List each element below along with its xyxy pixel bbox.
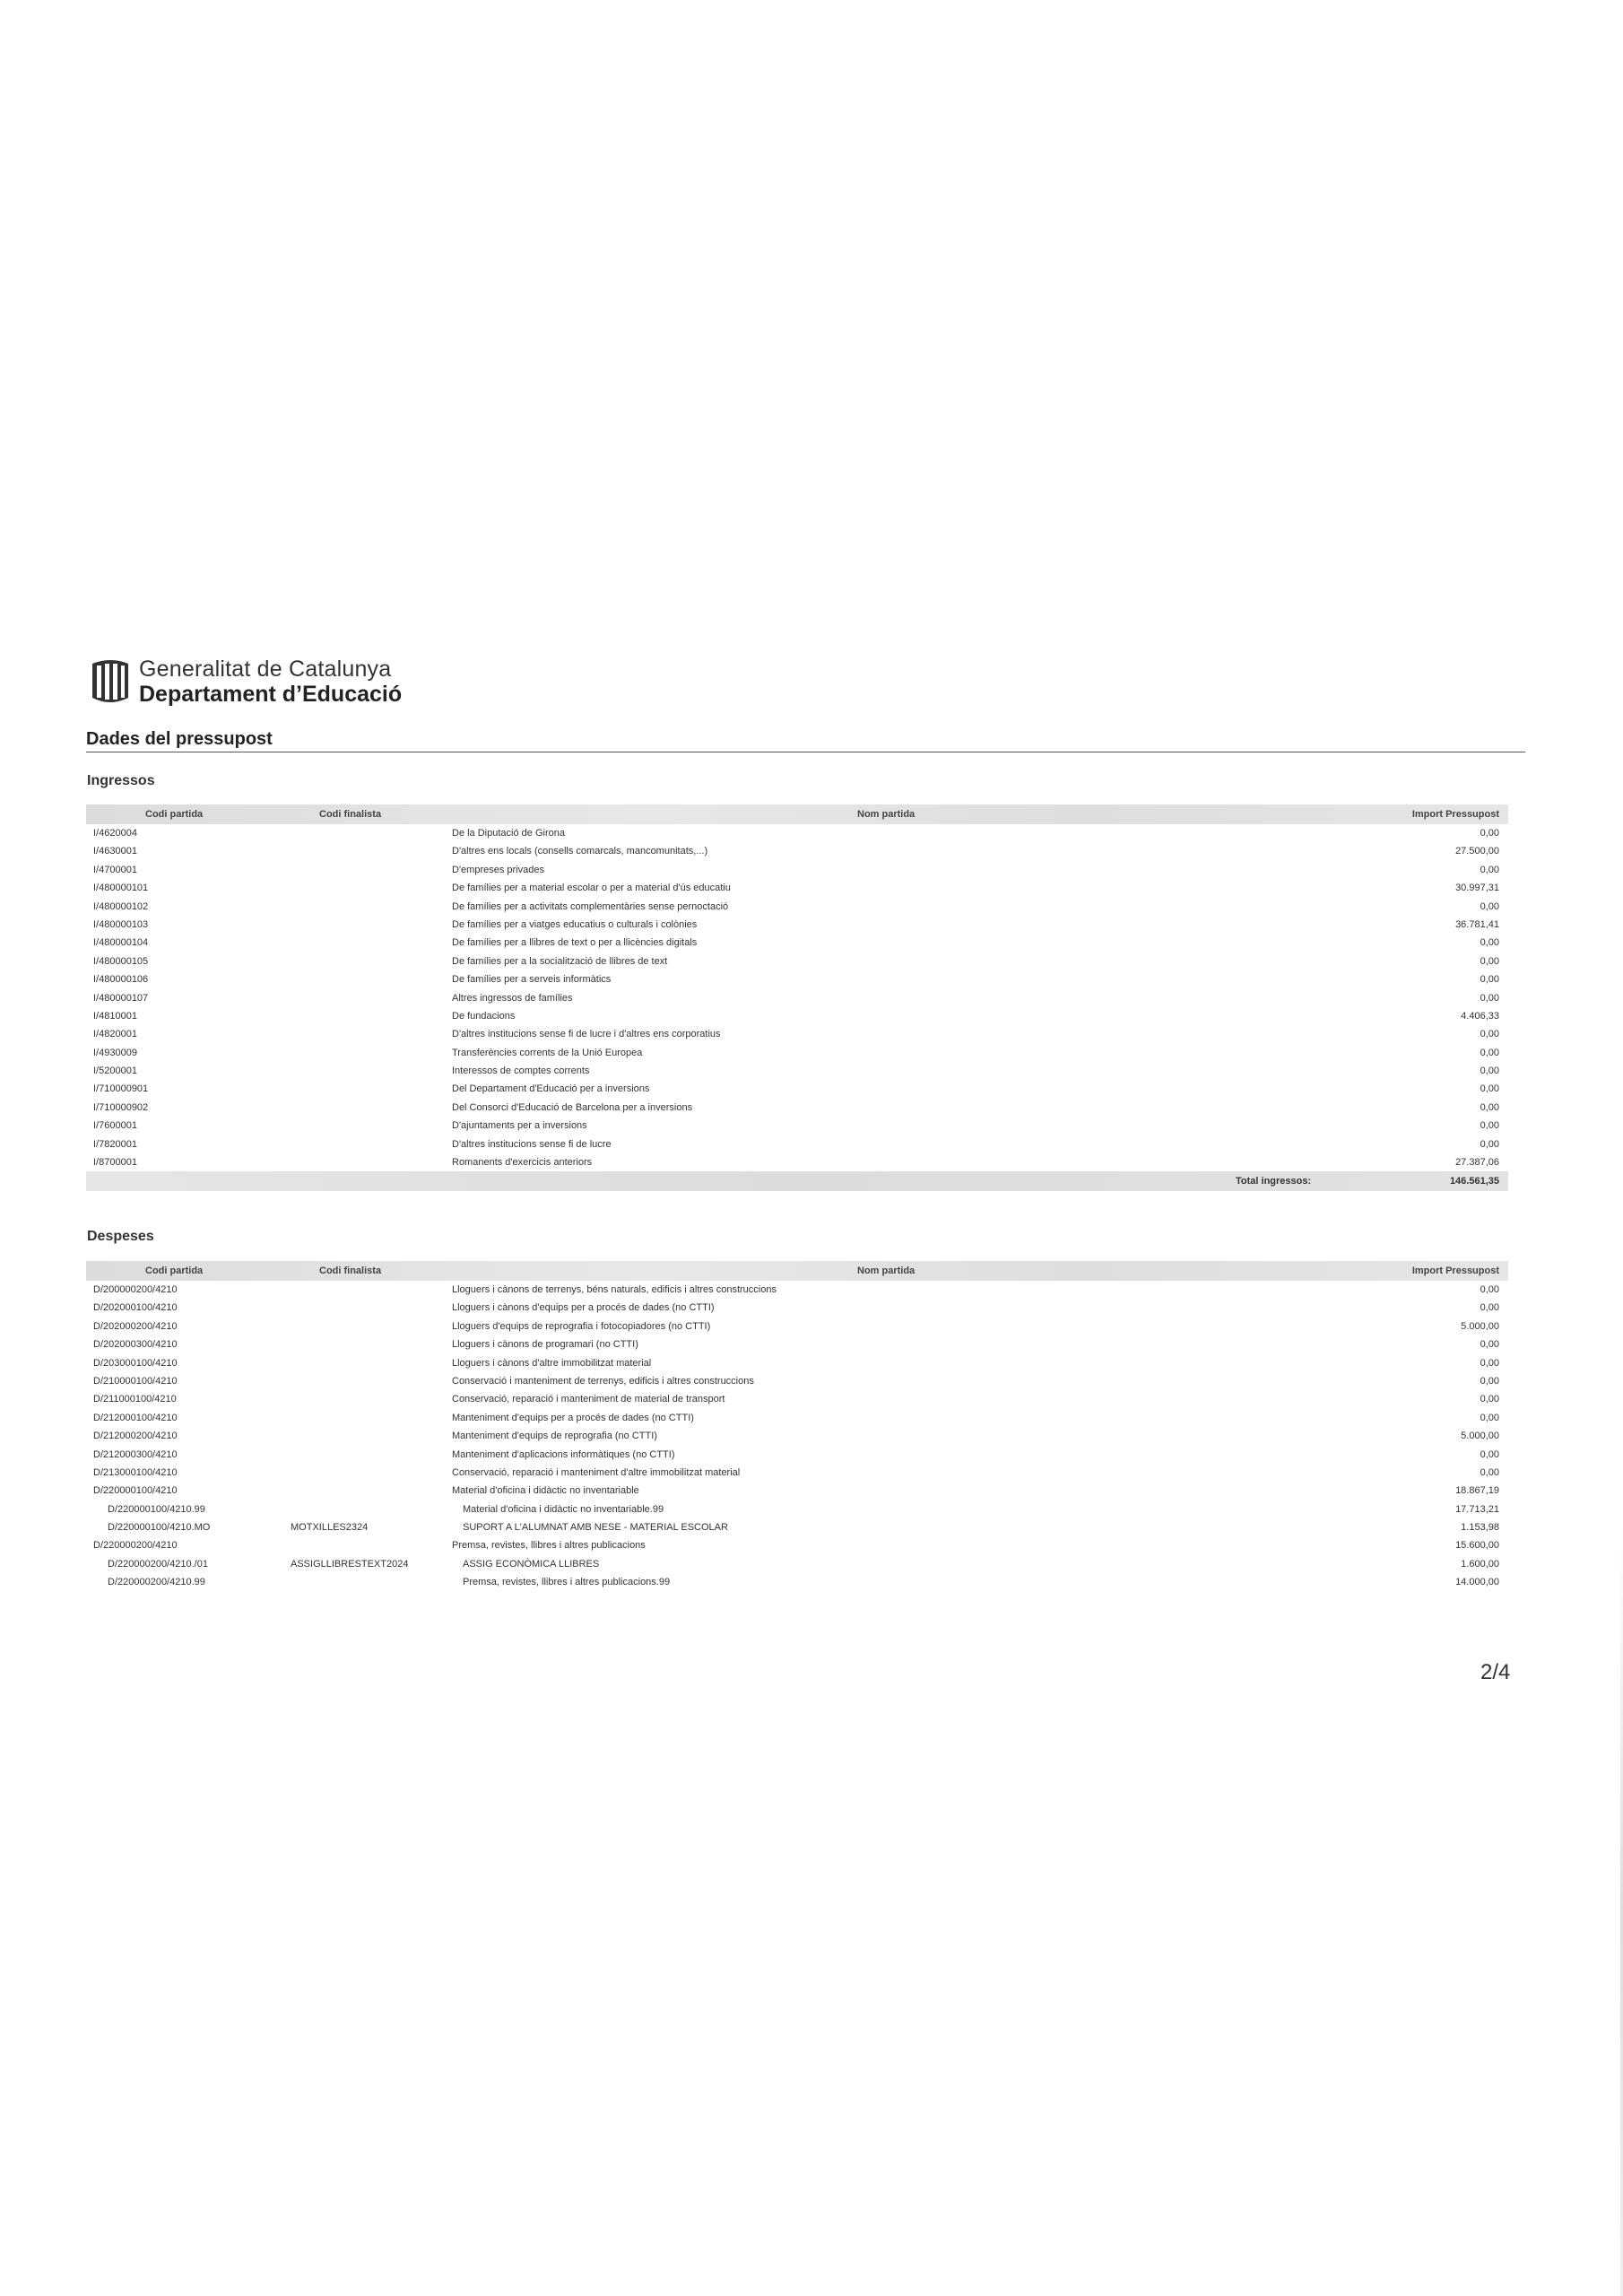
cell-codi-finalista: MOTXILLES2324	[291, 1522, 369, 1534]
total-row	[86, 1171, 1508, 1191]
table-row	[86, 934, 1508, 952]
cell-nom-partida: Del Consorci d'Educació de Barcelona per a inversions	[452, 1101, 693, 1113]
cell-import: 0,00	[1480, 1375, 1499, 1387]
table-row	[86, 1555, 1508, 1573]
cell-nom-partida: De famílies per a la socialització de llibres de text	[452, 955, 668, 967]
cell-codi-partida: I/480000105	[93, 955, 149, 967]
org-name: Generalitat de Catalunya	[139, 656, 392, 682]
page-title: Dades del pressupost	[86, 729, 273, 749]
table-row	[86, 1044, 1508, 1062]
cell-import: 27.500,00	[1455, 846, 1499, 857]
total-label: Total ingressos:	[1236, 1176, 1312, 1187]
cell-codi-partida: D/220000100/4210.MO	[108, 1522, 211, 1534]
column-header-import: Import Pressupost	[1411, 1265, 1499, 1276]
cell-nom-partida: Transferències corrents de la Unió Europea	[452, 1047, 643, 1058]
cell-codi-partida: D/212000100/4210	[93, 1412, 178, 1423]
cell-codi-partida: I/4620004	[93, 828, 137, 839]
cell-codi-partida: D/202000200/4210	[93, 1320, 178, 1332]
cell-codi-partida: I/4930009	[93, 1047, 137, 1058]
cell-import: 18.867,19	[1455, 1485, 1499, 1497]
cell-import: 0,00	[1480, 937, 1499, 949]
cell-import: 0,00	[1480, 1047, 1499, 1058]
cell-nom-partida: De famílies per a serveis informàtics	[452, 974, 612, 986]
cell-import: 0,00	[1480, 1448, 1499, 1460]
despeses-heading: Despeses	[87, 1229, 154, 1244]
cell-import: 5.000,00	[1461, 1431, 1499, 1442]
cell-import: 4.406,33	[1461, 1010, 1499, 1022]
table-row	[86, 1536, 1508, 1554]
cell-codi-partida: D/200000200/4210	[93, 1284, 178, 1295]
cell-nom-partida: D'altres institucions sense fi de lucre	[452, 1138, 612, 1150]
cell-codi-partida: I/480000103	[93, 918, 149, 930]
table-row	[86, 1135, 1508, 1153]
table-row	[86, 916, 1508, 934]
cell-nom-partida: Premsa, revistes, llibres i altres publicacions.99	[463, 1577, 671, 1588]
cell-codi-partida: D/202000300/4210	[93, 1339, 178, 1351]
column-header-codi-finalista: Codi finalista	[319, 809, 382, 820]
cell-codi-partida: I/480000102	[93, 900, 149, 912]
table-row	[86, 1062, 1508, 1080]
page-number: 2/4	[1480, 1660, 1511, 1684]
cell-nom-partida: Manteniment d'aplicacions informàtiques (no CTTI)	[452, 1448, 675, 1460]
table-row	[86, 1153, 1508, 1171]
cell-codi-partida: I/7820001	[93, 1138, 137, 1150]
cell-import: 17.713,21	[1455, 1503, 1499, 1515]
cell-nom-partida: Altres ingressos de famílies	[452, 992, 573, 1004]
table-header	[86, 804, 1508, 824]
cell-import: 30.997,31	[1455, 883, 1499, 894]
table-header	[86, 1261, 1508, 1281]
cell-nom-partida: Lloguers i cànons d'equips per a procés de dades (no CTTI)	[452, 1302, 715, 1314]
table-row	[86, 1518, 1508, 1536]
cell-nom-partida: Premsa, revistes, llibres i altres publicacions	[452, 1540, 646, 1552]
cell-import: 0,00	[1480, 1029, 1499, 1040]
table-row	[86, 970, 1508, 988]
cell-import: 0,00	[1480, 955, 1499, 967]
cell-import: 14.000,00	[1455, 1577, 1499, 1588]
column-header-codi-partida: Codi partida	[145, 1265, 204, 1276]
table-row	[86, 1464, 1508, 1482]
cell-nom-partida: De la Diputació de Girona	[452, 828, 565, 839]
cell-import: 1.600,00	[1461, 1558, 1499, 1570]
cell-codi-partida: I/710000902	[93, 1101, 149, 1113]
cell-import: 0,00	[1480, 1083, 1499, 1095]
cell-nom-partida: Del Departament d'Educació per a inversions	[452, 1083, 650, 1095]
cell-codi-partida: I/5200001	[93, 1065, 137, 1077]
cell-import: 0,00	[1480, 1394, 1499, 1405]
table-row	[86, 1446, 1508, 1464]
cell-codi-partida: D/220000100/4210	[93, 1485, 178, 1497]
cell-codi-partida: D/213000100/4210	[93, 1466, 178, 1478]
column-header-nom-partida: Nom partida	[857, 1265, 916, 1276]
table-row	[86, 1573, 1508, 1591]
column-header-import: Import Pressupost	[1411, 809, 1499, 820]
department-name: Departament d’Educació	[139, 681, 403, 707]
table-row	[86, 1482, 1508, 1500]
cell-nom-partida: De famílies per a material escolar o per a material d'ús educatiu	[452, 883, 731, 894]
cell-codi-partida: I/480000101	[93, 883, 149, 894]
cell-codi-partida: I/4820001	[93, 1029, 137, 1040]
header-logo	[89, 656, 402, 708]
cell-import: 5.000,00	[1461, 1320, 1499, 1332]
cell-nom-partida: D'altres institucions sense fi de lucre i d'altres ens corporatius	[452, 1029, 721, 1040]
cell-nom-partida: Lloguers i cànons de programari (no CTTI)	[452, 1339, 638, 1351]
table-row	[86, 824, 1508, 842]
cell-codi-partida: D/220000200/4210	[93, 1540, 178, 1552]
cell-nom-partida: Lloguers i cànons de terrenys, béns naturals, edificis i altres construccions	[452, 1284, 777, 1295]
cell-codi-partida: D/220000100/4210.99	[108, 1503, 205, 1515]
table-row	[86, 898, 1508, 916]
table-row	[86, 1335, 1508, 1353]
cell-codi-partida: I/7600001	[93, 1120, 137, 1132]
table-row	[86, 1117, 1508, 1135]
cell-nom-partida: Lloguers i cànons d'altre immobilitzat material	[452, 1357, 652, 1369]
cell-import: 0,00	[1480, 992, 1499, 1004]
table-row	[86, 879, 1508, 897]
cell-import: 0,00	[1480, 1065, 1499, 1077]
cell-import: 0,00	[1480, 1339, 1499, 1351]
table-row	[86, 1354, 1508, 1372]
cell-nom-partida: SUPORT A L'ALUMNAT AMB NESE - MATERIAL ESCOLAR	[463, 1522, 728, 1534]
cell-nom-partida: De famílies per a llibres de text o per a llicències digitals	[452, 937, 698, 949]
cell-import: 36.781,41	[1455, 918, 1499, 930]
cell-nom-partida: De famílies per a viatges educatius o culturals i colònies	[452, 918, 698, 930]
table-row	[86, 842, 1508, 860]
cell-nom-partida: Lloguers d'equips de reprografia i fotocopiadores (no CTTI)	[452, 1320, 711, 1332]
column-header-codi-finalista: Codi finalista	[319, 1265, 382, 1276]
column-header-codi-partida: Codi partida	[145, 809, 204, 820]
cell-nom-partida: De fundacions	[452, 1010, 516, 1022]
cell-codi-partida: I/480000107	[93, 992, 149, 1004]
cell-import: 0,00	[1480, 1302, 1499, 1314]
table-row	[86, 1390, 1508, 1408]
cell-nom-partida: D'empreses privades	[452, 864, 544, 875]
cell-nom-partida: D'altres ens locals (consells comarcals, mancomunitats,...)	[452, 846, 708, 857]
cell-import: 0,00	[1480, 828, 1499, 839]
cell-import: 27.387,06	[1455, 1157, 1499, 1169]
cell-nom-partida: De famílies per a activitats complementàries sense pernoctació	[452, 900, 729, 912]
table-row	[86, 1409, 1508, 1427]
table-row	[86, 1281, 1508, 1299]
table-row	[86, 1427, 1508, 1445]
table-row	[86, 989, 1508, 1007]
table-row	[86, 1372, 1508, 1390]
ingressos-heading: Ingressos	[87, 773, 155, 788]
total-value: 146.561,35	[1449, 1176, 1499, 1187]
cell-codi-partida: D/211000100/4210	[93, 1394, 177, 1405]
cell-import: 0,00	[1480, 864, 1499, 875]
cell-codi-partida: I/4700001	[93, 864, 137, 875]
table-row	[86, 1099, 1508, 1117]
table-row	[86, 1299, 1508, 1317]
cell-codi-partida: D/203000100/4210	[93, 1357, 178, 1369]
cell-codi-finalista: ASSIGLLIBRESTEXT2024	[291, 1558, 409, 1570]
cell-import: 0,00	[1480, 1466, 1499, 1478]
cell-nom-partida: Material d'oficina i didàctic no inventariable.99	[463, 1503, 664, 1515]
cell-nom-partida: Material d'oficina i didàctic no inventariable	[452, 1485, 639, 1497]
cell-import: 1.153,98	[1461, 1522, 1499, 1534]
cell-import: 0,00	[1480, 1120, 1499, 1132]
cell-nom-partida: Manteniment d'equips per a procés de dades (no CTTI)	[452, 1412, 694, 1423]
table-row	[86, 1025, 1508, 1043]
cell-codi-partida: I/710000901	[93, 1083, 149, 1095]
cell-nom-partida: Conservació, reparació i manteniment d'altre immobilitzat material	[452, 1466, 741, 1478]
table-row	[86, 1080, 1508, 1098]
cell-codi-partida: I/4630001	[93, 846, 137, 857]
cell-nom-partida: ASSIG ECONÒMICA LLIBRES	[463, 1558, 600, 1570]
cell-nom-partida: Romanents d'exercicis anteriors	[452, 1157, 593, 1169]
table-row	[86, 952, 1508, 970]
cell-import: 0,00	[1480, 1101, 1499, 1113]
cell-codi-partida: D/202000100/4210	[93, 1302, 178, 1314]
cell-codi-partida: I/8700001	[93, 1157, 137, 1169]
cell-codi-partida: D/212000300/4210	[93, 1448, 178, 1460]
table-row	[86, 1318, 1508, 1335]
table-row	[86, 1500, 1508, 1518]
cell-codi-partida: D/220000200/4210.99	[108, 1577, 205, 1588]
column-header-nom-partida: Nom partida	[857, 809, 916, 820]
cell-nom-partida: Manteniment d'equips de reprografia (no CTTI)	[452, 1431, 657, 1442]
despeses-table	[86, 1261, 1508, 1592]
cell-import: 0,00	[1480, 1412, 1499, 1423]
cell-nom-partida: Interessos de comptes corrents	[452, 1065, 590, 1077]
cell-import: 0,00	[1480, 974, 1499, 986]
cell-codi-partida: I/480000106	[93, 974, 149, 986]
cell-import: 0,00	[1480, 1284, 1499, 1295]
cell-import: 0,00	[1480, 1138, 1499, 1150]
cell-nom-partida: Conservació i manteniment de terrenys, edificis i altres construccions	[452, 1375, 754, 1387]
cell-import: 0,00	[1480, 1357, 1499, 1369]
cell-import: 15.600,00	[1455, 1540, 1499, 1552]
table-row	[86, 861, 1508, 879]
generalitat-logo-icon	[89, 658, 132, 705]
cell-codi-partida: I/4810001	[93, 1010, 137, 1022]
cell-import: 0,00	[1480, 900, 1499, 912]
cell-nom-partida: Conservació, reparació i manteniment de material de transport	[452, 1394, 725, 1405]
cell-codi-partida: D/210000100/4210	[93, 1375, 178, 1387]
cell-codi-partida: D/220000200/4210./01	[108, 1558, 208, 1570]
cell-codi-partida: D/212000200/4210	[93, 1431, 178, 1442]
table-row	[86, 1007, 1508, 1025]
cell-nom-partida: D'ajuntaments per a inversions	[452, 1120, 587, 1132]
ingressos-table	[86, 804, 1508, 1191]
cell-codi-partida: I/480000104	[93, 937, 149, 949]
